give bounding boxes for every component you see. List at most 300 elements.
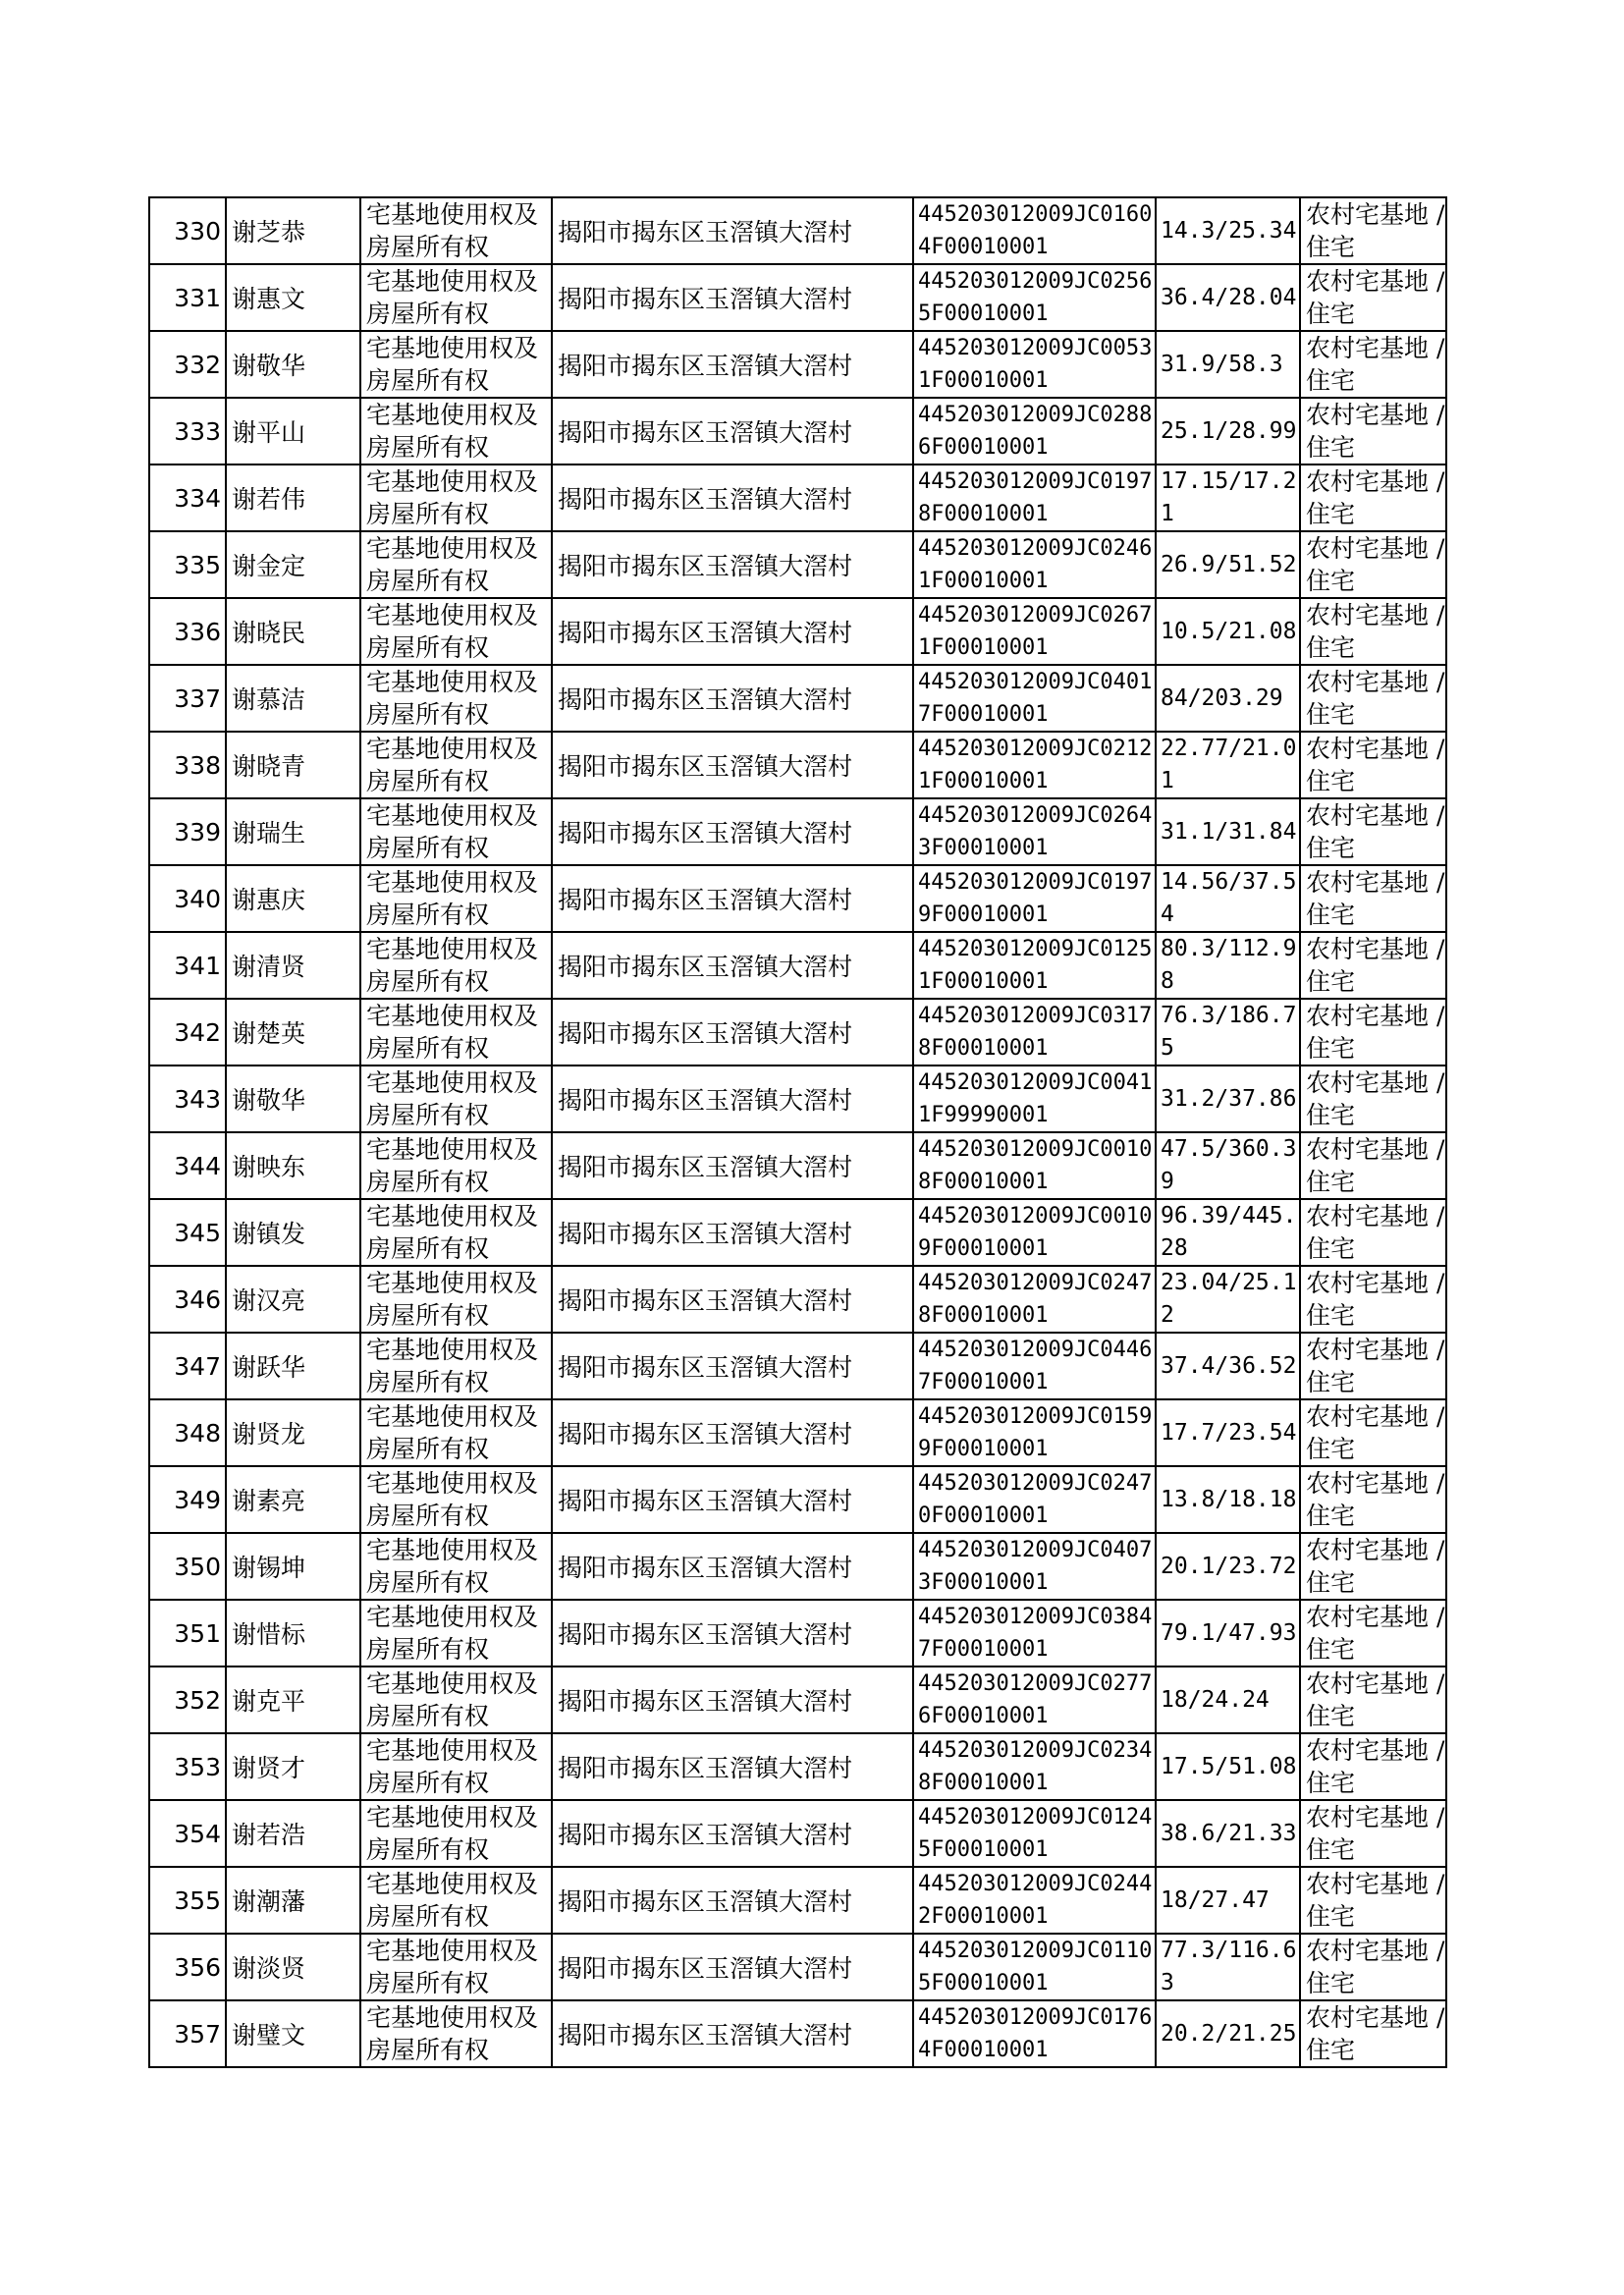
row-number — [149, 865, 226, 932]
land-use-text: 农村宅基地 / 住宅 — [1306, 1603, 1445, 1664]
property-location — [552, 732, 913, 798]
row-number-text: 349 — [174, 1485, 221, 1514]
land-use-text: 农村宅基地 / 住宅 — [1306, 1469, 1445, 1530]
owner-name — [226, 932, 360, 999]
right-type — [360, 1399, 552, 1466]
land-use-text: 农村宅基地 / 住宅 — [1306, 668, 1445, 729]
property-location — [552, 398, 913, 464]
right-type — [360, 1533, 552, 1600]
table-row — [149, 1733, 1446, 1800]
property-location-text: 揭阳市揭东区玉滘镇大滘村 — [558, 418, 853, 447]
row-number — [149, 531, 226, 598]
unit-code — [913, 1333, 1156, 1399]
unit-code — [913, 665, 1156, 732]
right-type-text: 宅基地使用权及房屋所有权 — [366, 2003, 539, 2064]
unit-code — [913, 1800, 1156, 1867]
row-number — [149, 732, 226, 798]
owner-name — [226, 1266, 360, 1333]
unit-code — [913, 1132, 1156, 1199]
land-use — [1300, 1466, 1446, 1533]
owner-name — [226, 398, 360, 464]
owner-name-text: 谢璧文 — [232, 2021, 306, 2049]
land-use — [1300, 598, 1446, 665]
row-number — [149, 598, 226, 665]
area-value-text: 14.3/25.34 — [1161, 217, 1297, 244]
right-type — [360, 999, 552, 1066]
row-number-text: 330 — [174, 216, 221, 246]
table-row — [149, 798, 1446, 865]
property-location — [552, 264, 913, 331]
unit-code-text: 445203012009JC03847F00010001 — [918, 1605, 1153, 1662]
unit-code — [913, 932, 1156, 999]
property-location — [552, 1399, 913, 1466]
right-type-text: 宅基地使用权及房屋所有权 — [366, 1336, 539, 1396]
row-number — [149, 1733, 226, 1800]
area-value — [1156, 1934, 1300, 2000]
property-location — [552, 1132, 913, 1199]
owner-name-text: 谢若浩 — [232, 1821, 306, 1849]
right-type-text: 宅基地使用权及房屋所有权 — [366, 401, 539, 462]
right-type — [360, 798, 552, 865]
right-type-text: 宅基地使用权及房屋所有权 — [366, 1803, 539, 1864]
area-value — [1156, 1266, 1300, 1333]
table-row — [149, 865, 1446, 932]
property-location-text: 揭阳市揭东区玉滘镇大滘村 — [558, 1420, 853, 1448]
area-value-text: 18/24.24 — [1161, 1686, 1270, 1713]
right-type-text: 宅基地使用权及房屋所有权 — [366, 601, 539, 662]
land-use — [1300, 1399, 1446, 1466]
row-number — [149, 1132, 226, 1199]
area-value-text: 31.2/37.86 — [1161, 1085, 1297, 1112]
unit-code — [913, 1533, 1156, 1600]
right-type-text: 宅基地使用权及房屋所有权 — [366, 1937, 539, 1997]
right-type — [360, 1867, 552, 1934]
right-type — [360, 398, 552, 464]
land-use-text: 农村宅基地 / 住宅 — [1306, 1669, 1445, 1730]
row-number — [149, 1466, 226, 1533]
right-type-text: 宅基地使用权及房屋所有权 — [366, 1603, 539, 1664]
property-location-text: 揭阳市揭东区玉滘镇大滘村 — [558, 1887, 853, 1916]
unit-code-text: 445203012009JC02121F00010001 — [918, 737, 1153, 793]
row-number-text: 337 — [174, 683, 221, 713]
land-use — [1300, 1867, 1446, 1934]
owner-name-text: 谢潮藩 — [232, 1887, 306, 1916]
unit-code — [913, 1667, 1156, 1733]
unit-code-text: 445203012009JC02442F00010001 — [918, 1872, 1153, 1929]
area-value — [1156, 798, 1300, 865]
owner-name — [226, 1867, 360, 1934]
table-row — [149, 732, 1446, 798]
land-use — [1300, 1266, 1446, 1333]
land-use-text: 农村宅基地 / 住宅 — [1306, 1402, 1445, 1463]
unit-code-text: 445203012009JC02643F00010001 — [918, 803, 1153, 860]
row-number — [149, 1266, 226, 1333]
owner-name — [226, 732, 360, 798]
right-type — [360, 1466, 552, 1533]
property-location — [552, 1199, 913, 1266]
unit-code-text: 445203012009JC03178F00010001 — [918, 1004, 1153, 1061]
area-value-text: 17.15/17.21 — [1161, 468, 1297, 526]
land-use — [1300, 1199, 1446, 1266]
area-value-text: 84/203.29 — [1161, 684, 1283, 711]
area-value-text: 31.1/31.84 — [1161, 818, 1297, 845]
row-number-text: 346 — [174, 1284, 221, 1314]
property-location-text: 揭阳市揭东区玉滘镇大滘村 — [558, 285, 853, 313]
property-location-text: 揭阳市揭东区玉滘镇大滘村 — [558, 1086, 853, 1115]
property-location — [552, 598, 913, 665]
owner-name-text: 谢楚英 — [232, 1019, 306, 1048]
property-location — [552, 798, 913, 865]
right-type — [360, 1600, 552, 1667]
area-value-text: 37.4/36.52 — [1161, 1352, 1297, 1379]
table-row — [149, 1533, 1446, 1600]
row-number — [149, 798, 226, 865]
area-value — [1156, 1667, 1300, 1733]
land-use — [1300, 464, 1446, 531]
table-row — [149, 398, 1446, 464]
table-row — [149, 197, 1446, 264]
owner-name — [226, 197, 360, 264]
right-type-text: 宅基地使用权及房屋所有权 — [366, 868, 539, 929]
land-use — [1300, 865, 1446, 932]
area-value-text: 14.56/37.54 — [1161, 869, 1297, 927]
land-use-text: 农村宅基地 / 住宅 — [1306, 1536, 1445, 1597]
land-use — [1300, 1066, 1446, 1132]
area-value — [1156, 865, 1300, 932]
land-use — [1300, 531, 1446, 598]
right-type — [360, 932, 552, 999]
right-type-text: 宅基地使用权及房屋所有权 — [366, 1402, 539, 1463]
property-location-text: 揭阳市揭东区玉滘镇大滘村 — [558, 1019, 853, 1048]
table-row — [149, 1867, 1446, 1934]
owner-name-text: 谢克平 — [232, 1687, 306, 1716]
right-type — [360, 1333, 552, 1399]
property-location-text: 揭阳市揭东区玉滘镇大滘村 — [558, 218, 853, 246]
property-location — [552, 665, 913, 732]
area-value-text: 25.1/28.99 — [1161, 417, 1297, 444]
land-use — [1300, 1733, 1446, 1800]
land-use-text: 农村宅基地 / 住宅 — [1306, 534, 1445, 595]
owner-name — [226, 665, 360, 732]
property-location — [552, 2000, 913, 2067]
property-location-text: 揭阳市揭东区玉滘镇大滘村 — [558, 485, 853, 514]
unit-code — [913, 598, 1156, 665]
area-value-text: 79.1/47.93 — [1161, 1619, 1297, 1646]
right-type-text: 宅基地使用权及房屋所有权 — [366, 1870, 539, 1931]
unit-code — [913, 1066, 1156, 1132]
row-number-text: 355 — [174, 1885, 221, 1915]
area-value-text: 22.77/21.01 — [1161, 736, 1297, 793]
property-location-text: 揭阳市揭东区玉滘镇大滘村 — [558, 1286, 853, 1315]
unit-code-text: 445203012009JC02776F00010001 — [918, 1671, 1153, 1728]
unit-code — [913, 197, 1156, 264]
row-number — [149, 1533, 226, 1600]
table-row — [149, 1667, 1446, 1733]
property-location-text: 揭阳市揭东区玉滘镇大滘村 — [558, 1954, 853, 1983]
area-value — [1156, 1132, 1300, 1199]
property-location — [552, 331, 913, 398]
row-number-text: 353 — [174, 1752, 221, 1781]
right-type-text: 宅基地使用权及房屋所有权 — [366, 267, 539, 328]
row-number-text: 335 — [174, 550, 221, 579]
property-location-text: 揭阳市揭东区玉滘镇大滘村 — [558, 953, 853, 981]
right-type-text: 宅基地使用权及房屋所有权 — [366, 1002, 539, 1063]
row-number — [149, 1867, 226, 1934]
unit-code-text: 445203012009JC01105F00010001 — [918, 1939, 1153, 1995]
right-type — [360, 1934, 552, 2000]
row-number-text: 344 — [174, 1151, 221, 1180]
unit-code — [913, 398, 1156, 464]
owner-name — [226, 1733, 360, 1800]
row-number-text: 341 — [174, 951, 221, 980]
area-value — [1156, 932, 1300, 999]
table-row — [149, 331, 1446, 398]
property-location — [552, 1934, 913, 2000]
area-value-text: 31.9/58.3 — [1161, 351, 1283, 377]
right-type — [360, 1800, 552, 1867]
owner-name — [226, 798, 360, 865]
unit-code-text: 445203012009JC04467F00010001 — [918, 1338, 1153, 1394]
table-row — [149, 598, 1446, 665]
owner-name — [226, 1533, 360, 1600]
land-use-text: 农村宅基地 / 住宅 — [1306, 1803, 1445, 1864]
land-use-text: 农村宅基地 / 住宅 — [1306, 601, 1445, 662]
unit-code — [913, 1199, 1156, 1266]
property-location — [552, 1266, 913, 1333]
table-row — [149, 999, 1446, 1066]
area-value — [1156, 2000, 1300, 2067]
area-value — [1156, 464, 1300, 531]
row-number-text: 343 — [174, 1084, 221, 1114]
table-row — [149, 1333, 1446, 1399]
right-type-text: 宅基地使用权及房屋所有权 — [366, 801, 539, 862]
land-use-text: 农村宅基地 / 住宅 — [1306, 935, 1445, 996]
owner-name — [226, 2000, 360, 2067]
owner-name-text: 谢映东 — [232, 1153, 306, 1181]
owner-name-text: 谢惠庆 — [232, 886, 306, 914]
right-type — [360, 1199, 552, 1266]
unit-code — [913, 1733, 1156, 1800]
land-use-text: 农村宅基地 / 住宅 — [1306, 801, 1445, 862]
property-location-text: 揭阳市揭东区玉滘镇大滘村 — [558, 1554, 853, 1582]
row-number-text: 336 — [174, 617, 221, 646]
table-row — [149, 1800, 1446, 1867]
land-use — [1300, 932, 1446, 999]
unit-code — [913, 1266, 1156, 1333]
area-value — [1156, 1333, 1300, 1399]
property-location — [552, 1800, 913, 1867]
unit-code-text: 445203012009JC01604F00010001 — [918, 202, 1153, 259]
owner-name-text: 谢贤才 — [232, 1754, 306, 1782]
right-type-text: 宅基地使用权及房屋所有权 — [366, 935, 539, 996]
row-number-text: 356 — [174, 1952, 221, 1982]
row-number — [149, 398, 226, 464]
owner-name-text: 谢敬华 — [232, 352, 306, 380]
land-use — [1300, 2000, 1446, 2067]
property-location-text: 揭阳市揭东区玉滘镇大滘村 — [558, 552, 853, 580]
land-use-text: 农村宅基地 / 住宅 — [1306, 868, 1445, 929]
right-type-text: 宅基地使用权及房屋所有权 — [366, 1135, 539, 1196]
row-number — [149, 1199, 226, 1266]
land-use-text: 农村宅基地 / 住宅 — [1306, 1937, 1445, 1997]
owner-name — [226, 1600, 360, 1667]
area-value — [1156, 1199, 1300, 1266]
property-location-text: 揭阳市揭东区玉滘镇大滘村 — [558, 685, 853, 714]
area-value-text: 13.8/18.18 — [1161, 1486, 1297, 1512]
property-location — [552, 1600, 913, 1667]
table-row — [149, 1266, 1446, 1333]
right-type-text: 宅基地使用权及房屋所有权 — [366, 1469, 539, 1530]
area-value — [1156, 1399, 1300, 1466]
land-use — [1300, 999, 1446, 1066]
unit-code — [913, 331, 1156, 398]
row-number-text: 333 — [174, 416, 221, 446]
right-type-text: 宅基地使用权及房屋所有权 — [366, 467, 539, 528]
unit-code-text: 445203012009JC00108F00010001 — [918, 1137, 1153, 1194]
land-use — [1300, 1600, 1446, 1667]
area-value-text: 17.7/23.54 — [1161, 1419, 1297, 1446]
owner-name-text: 谢跃华 — [232, 1353, 306, 1382]
table-row — [149, 264, 1446, 331]
land-use — [1300, 798, 1446, 865]
right-type — [360, 865, 552, 932]
owner-name-text: 谢金定 — [232, 552, 306, 580]
property-location — [552, 464, 913, 531]
right-type-text: 宅基地使用权及房屋所有权 — [366, 334, 539, 395]
right-type — [360, 598, 552, 665]
area-value-text: 20.1/23.72 — [1161, 1553, 1297, 1579]
land-use — [1300, 1333, 1446, 1399]
unit-code-text: 445203012009JC02470F00010001 — [918, 1471, 1153, 1528]
owner-name-text: 谢惠文 — [232, 285, 306, 313]
land-use — [1300, 1800, 1446, 1867]
owner-name-text: 谢平山 — [232, 418, 306, 447]
unit-code — [913, 1867, 1156, 1934]
land-use-text: 农村宅基地 / 住宅 — [1306, 1269, 1445, 1330]
right-type-text: 宅基地使用权及房屋所有权 — [366, 1202, 539, 1263]
owner-name-text: 谢若伟 — [232, 485, 306, 514]
unit-code-text: 445203012009JC01245F00010001 — [918, 1805, 1153, 1862]
property-location-text: 揭阳市揭东区玉滘镇大滘村 — [558, 352, 853, 380]
property-location — [552, 932, 913, 999]
land-use — [1300, 1132, 1446, 1199]
unit-code-text: 445203012009JC02671F00010001 — [918, 603, 1153, 660]
right-type-text: 宅基地使用权及房屋所有权 — [366, 1068, 539, 1129]
right-type — [360, 264, 552, 331]
land-use — [1300, 1934, 1446, 2000]
table-row — [149, 1399, 1446, 1466]
unit-code — [913, 2000, 1156, 2067]
row-number — [149, 665, 226, 732]
unit-code-text: 445203012009JC00411F99990001 — [918, 1070, 1153, 1127]
area-value — [1156, 999, 1300, 1066]
owner-name-text: 谢镇发 — [232, 1220, 306, 1248]
property-location-text: 揭阳市揭东区玉滘镇大滘村 — [558, 819, 853, 847]
row-number-text: 351 — [174, 1618, 221, 1648]
property-location — [552, 865, 913, 932]
right-type — [360, 1266, 552, 1333]
right-type — [360, 1132, 552, 1199]
area-value — [1156, 1867, 1300, 1934]
land-use — [1300, 732, 1446, 798]
property-location — [552, 1066, 913, 1132]
right-type — [360, 732, 552, 798]
unit-code-text: 445203012009JC02886F00010001 — [918, 403, 1153, 460]
property-location-text: 揭阳市揭东区玉滘镇大滘村 — [558, 752, 853, 781]
owner-name — [226, 1466, 360, 1533]
table-row — [149, 464, 1446, 531]
right-type — [360, 197, 552, 264]
area-value-text: 77.3/116.63 — [1161, 1938, 1297, 1995]
land-use-text: 农村宅基地 / 住宅 — [1306, 735, 1445, 795]
right-type — [360, 531, 552, 598]
row-number-text: 357 — [174, 2019, 221, 2049]
right-type — [360, 331, 552, 398]
row-number — [149, 464, 226, 531]
owner-name — [226, 598, 360, 665]
table-row — [149, 1934, 1446, 2000]
unit-code — [913, 1466, 1156, 1533]
land-use — [1300, 331, 1446, 398]
owner-name — [226, 999, 360, 1066]
owner-name — [226, 1667, 360, 1733]
right-type-text: 宅基地使用权及房屋所有权 — [366, 200, 539, 261]
area-value-text: 20.2/21.25 — [1161, 2020, 1297, 2047]
area-value-text: 38.6/21.33 — [1161, 1820, 1297, 1846]
row-number-text: 331 — [174, 283, 221, 312]
area-value — [1156, 264, 1300, 331]
table-row — [149, 531, 1446, 598]
area-value — [1156, 1800, 1300, 1867]
unit-code-text: 445203012009JC01599F00010001 — [918, 1404, 1153, 1461]
owner-name-text: 谢淡贤 — [232, 1954, 306, 1983]
property-location-text: 揭阳市揭东区玉滘镇大滘村 — [558, 1487, 853, 1515]
land-use-text: 农村宅基地 / 住宅 — [1306, 401, 1445, 462]
unit-code-text: 445203012009JC01764F00010001 — [918, 2005, 1153, 2062]
owner-name — [226, 865, 360, 932]
row-number — [149, 932, 226, 999]
row-number-text: 345 — [174, 1218, 221, 1247]
land-use — [1300, 1533, 1446, 1600]
land-use — [1300, 197, 1446, 264]
owner-name-text: 谢汉亮 — [232, 1286, 306, 1315]
owner-name — [226, 1132, 360, 1199]
unit-code — [913, 264, 1156, 331]
row-number-text: 354 — [174, 1819, 221, 1848]
property-location-text: 揭阳市揭东区玉滘镇大滘村 — [558, 2021, 853, 2049]
unit-code — [913, 865, 1156, 932]
owner-name — [226, 531, 360, 598]
table-row — [149, 1466, 1446, 1533]
land-use — [1300, 665, 1446, 732]
property-location-text: 揭阳市揭东区玉滘镇大滘村 — [558, 1687, 853, 1716]
area-value-text: 23.04/25.12 — [1161, 1270, 1297, 1328]
unit-code — [913, 999, 1156, 1066]
land-use-text: 农村宅基地 / 住宅 — [1306, 200, 1445, 261]
unit-code-text: 445203012009JC02348F00010001 — [918, 1738, 1153, 1795]
owner-name — [226, 1333, 360, 1399]
row-number — [149, 197, 226, 264]
property-location-text: 揭阳市揭东区玉滘镇大滘村 — [558, 619, 853, 647]
owner-name-text: 谢芝恭 — [232, 218, 306, 246]
area-value-text: 96.39/445.28 — [1161, 1203, 1297, 1261]
area-value — [1156, 1733, 1300, 1800]
owner-name — [226, 1066, 360, 1132]
unit-code-text: 445203012009JC02565F00010001 — [918, 269, 1153, 326]
owner-name-text: 谢贤龙 — [232, 1420, 306, 1448]
property-location-text: 揭阳市揭东区玉滘镇大滘村 — [558, 886, 853, 914]
owner-name-text: 谢素亮 — [232, 1487, 306, 1515]
